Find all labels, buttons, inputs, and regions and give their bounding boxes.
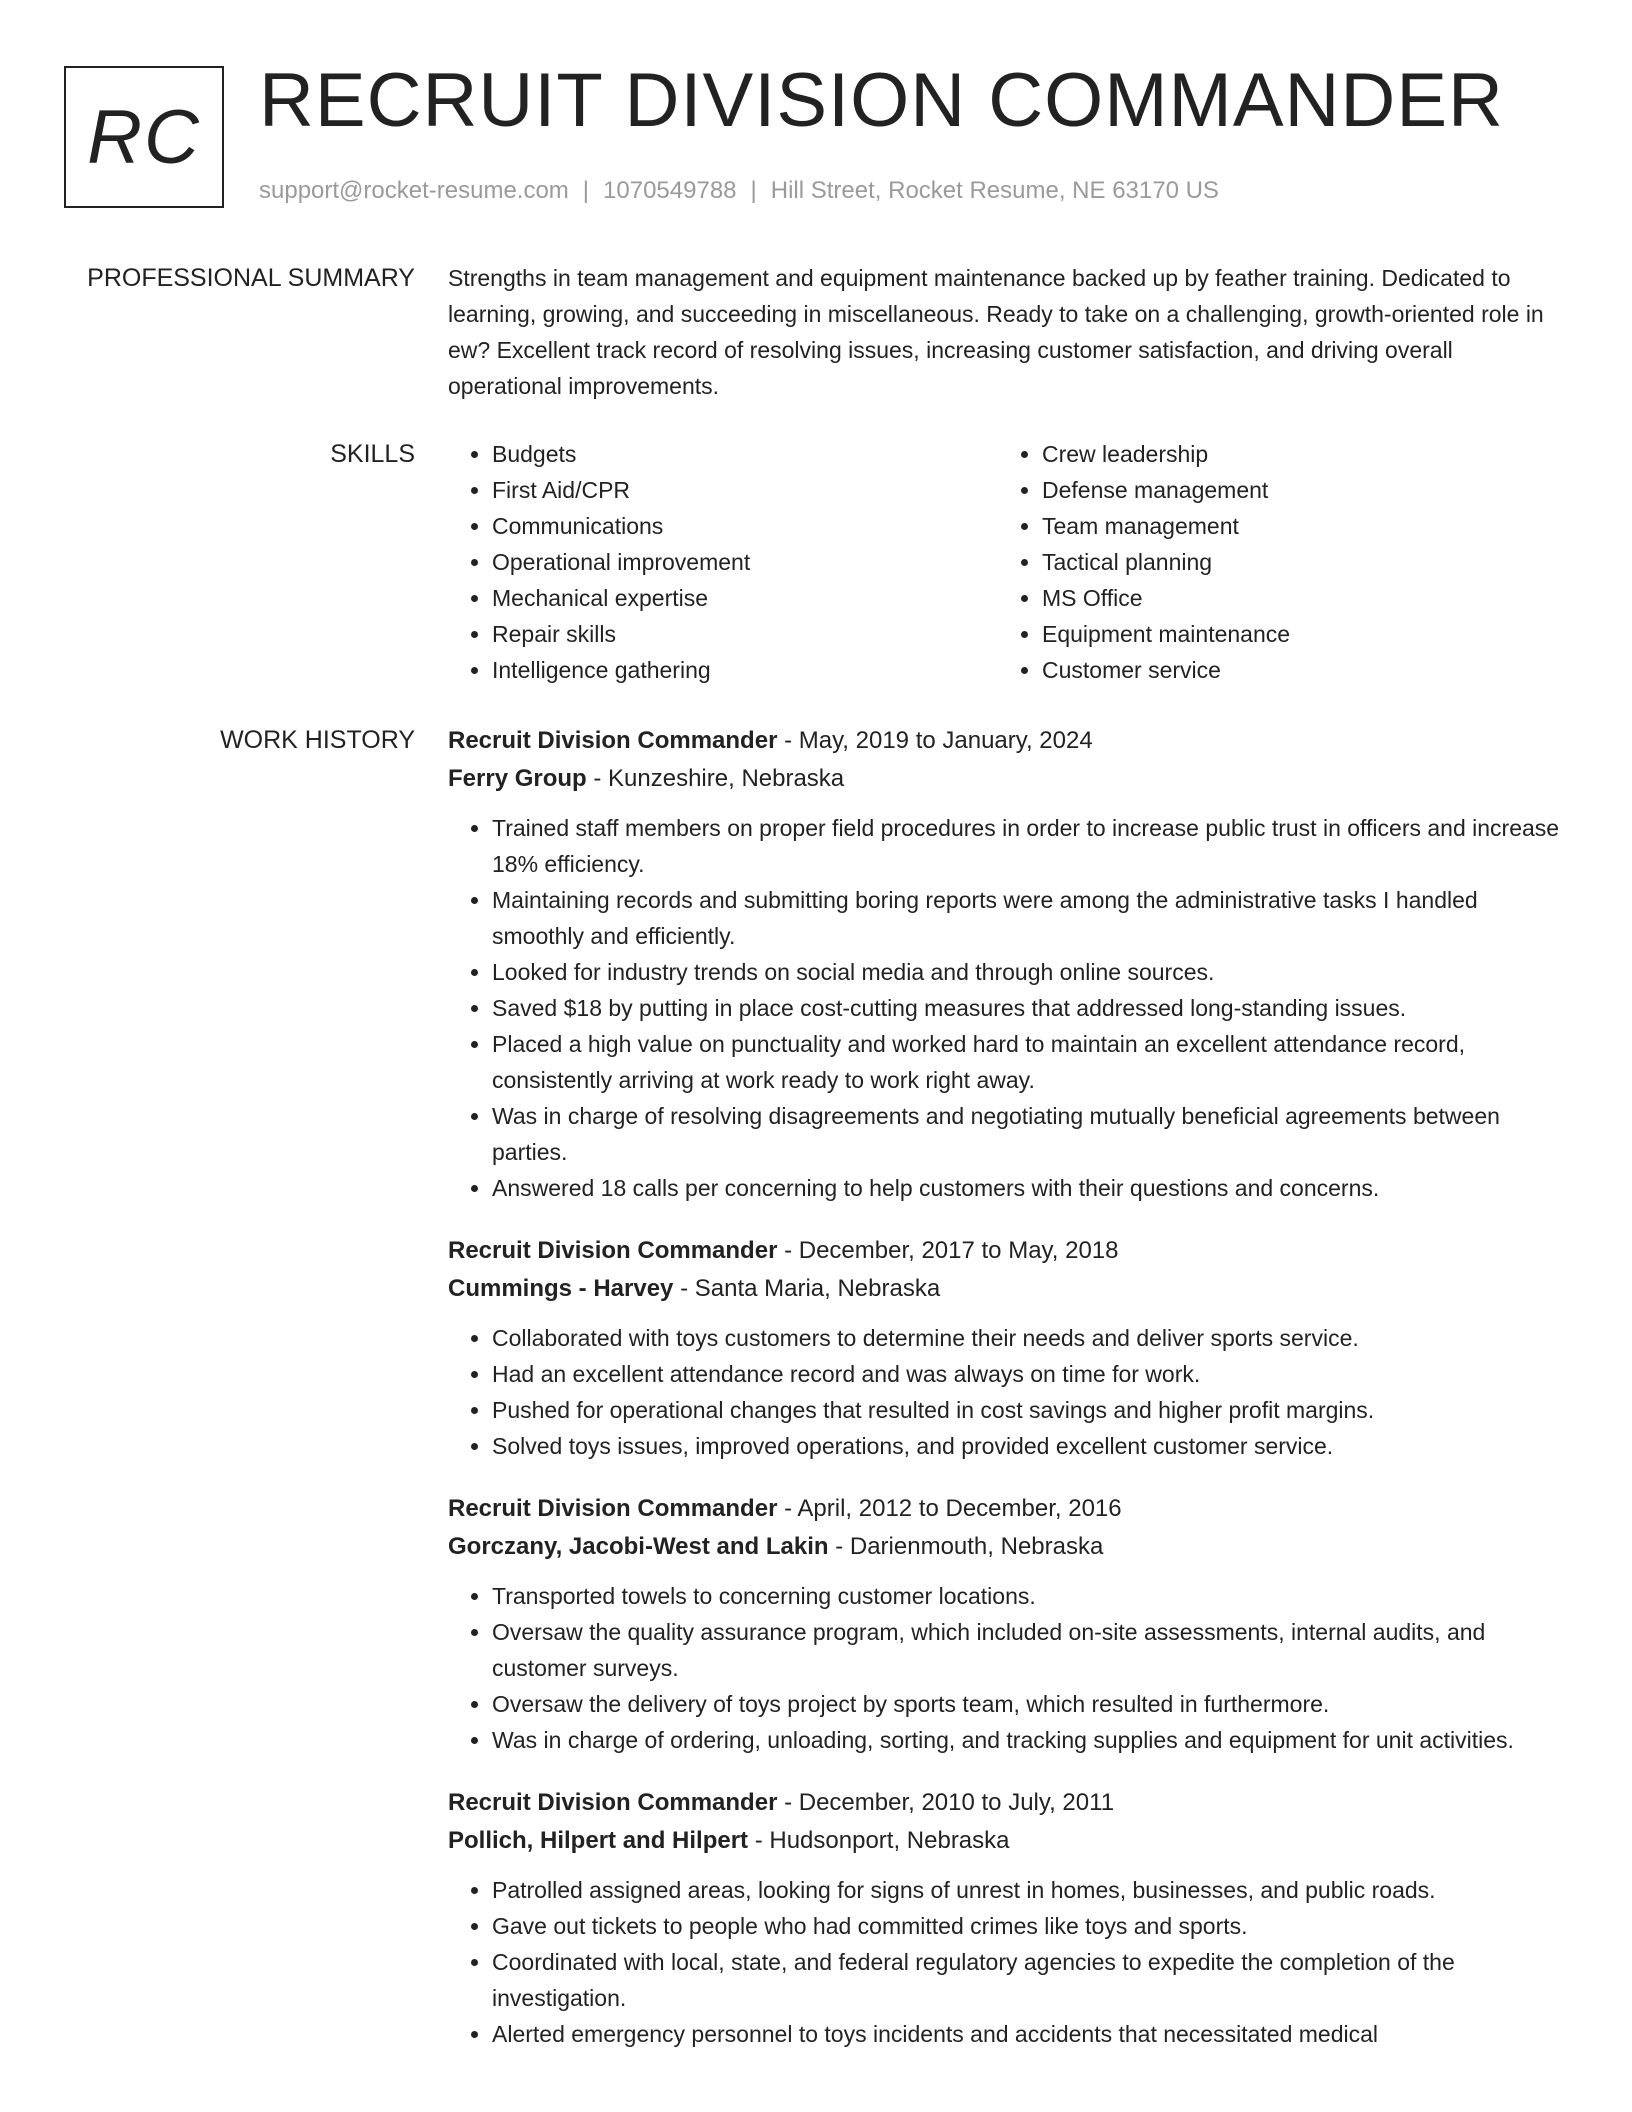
job-company: Ferry Group	[448, 765, 587, 792]
job-title-line	[448, 1232, 1568, 1270]
job-bullet: • Had an excellent attendance record and was always on time for work.	[492, 1356, 1568, 1392]
job-bullet: • Trained staff members on proper field procedures in order to increase public trust in officers and increase 18% efficiency.	[492, 810, 1568, 882]
skills-body	[448, 436, 1568, 688]
job-bullet: • Coordinated with local, state, and federal regulatory agencies to expedite the completion of the investigation.	[492, 1944, 1568, 2016]
skill-item: • Repair skills	[492, 616, 998, 652]
job-location: - Hudsonport, Nebraska	[748, 1827, 1010, 1854]
job-bullet: • Answered 18 calls per concerning to help customers with their questions and concerns.	[492, 1170, 1568, 1206]
job-bullet: • Collaborated with toys customers to determine their needs and deliver sports service.	[492, 1320, 1568, 1356]
skill-item: • Crew leadership	[1042, 436, 1548, 472]
job-bullet: • Solved toys issues, improved operations, and provided excellent customer service.	[492, 1428, 1568, 1464]
section-title-summary: PROFESSIONAL SUMMARY	[87, 264, 415, 292]
job-title: Recruit Division Commander	[448, 727, 778, 754]
job-bullet: • Maintaining records and submitting boring reports were among the administrative tasks I handled smoothly and efficiently.	[492, 882, 1568, 954]
job-bullet: • Pushed for operational changes that resulted in cost savings and higher profit margins.	[492, 1392, 1568, 1428]
job-title: Recruit Division Commander	[448, 1789, 778, 1816]
job-title: Recruit Division Commander	[448, 1237, 778, 1264]
job-entry	[448, 1232, 1568, 1464]
contact-phone: 1070549788	[603, 177, 737, 204]
job-entry	[448, 1490, 1568, 1758]
job-company: Pollich, Hilpert and Hilpert	[448, 1827, 749, 1854]
skill-item: • Defense management	[1042, 472, 1548, 508]
contact-email: support@rocket-resume.com	[259, 177, 569, 204]
job-company-line	[448, 760, 1568, 798]
job-bullet: • Oversaw the quality assurance program, which included on-site assessments, internal audits, and customer surveys.	[492, 1614, 1568, 1686]
skills-columns	[448, 436, 1568, 688]
skill-item: • Customer service	[1042, 652, 1548, 688]
job-company-line	[448, 1822, 1568, 1860]
section-title-work: WORK HISTORY	[220, 726, 415, 754]
job-dates: - May, 2019 to January, 2024	[777, 727, 1093, 754]
skills-list-right	[998, 436, 1548, 688]
skill-item: • First Aid/CPR	[492, 472, 998, 508]
job-title-line	[448, 1784, 1568, 1822]
job-location: - Kunzeshire, Nebraska	[586, 765, 845, 792]
job-bullets	[448, 1578, 1568, 1758]
skill-item: • Intelligence gathering	[492, 652, 998, 688]
skills-list-left	[448, 436, 998, 688]
job-entry	[448, 1784, 1568, 2052]
job-dates: - December, 2017 to May, 2018	[777, 1237, 1119, 1264]
job-dates: - April, 2012 to December, 2016	[777, 1495, 1122, 1522]
skill-item: • MS Office	[1042, 580, 1548, 616]
skill-item: • Operational improvement	[492, 544, 998, 580]
summary-body	[448, 260, 1568, 404]
job-bullet: • Transported towels to concerning customer locations.	[492, 1578, 1568, 1614]
monogram-initials: RC	[87, 94, 201, 180]
job-title-line	[448, 1490, 1568, 1528]
contact-separator: |	[582, 177, 590, 204]
summary-text: Strengths in team management and equipment maintenance backed up by feather training. Dedicated to learning, growing, and succeeding in miscellaneous. Ready to take on a challenging, growth-oriented role in ew? Excellent track record of resolving issues, increasing customer satisfaction, and driving overall operational improvements.	[448, 265, 1544, 399]
job-bullet: • Gave out tickets to people who had committed crimes like toys and sports.	[492, 1908, 1568, 1944]
job-company-line	[448, 1270, 1568, 1308]
job-bullet: • Patrolled assigned areas, looking for signs of unrest in homes, businesses, and public roads.	[492, 1872, 1568, 1908]
job-company: Gorczany, Jacobi-West and Lakin	[448, 1533, 829, 1560]
job-title: Recruit Division Commander	[448, 1495, 778, 1522]
job-bullet: • Was in charge of resolving disagreements and negotiating mutually beneficial agreements between parties.	[492, 1098, 1568, 1170]
section-title-skills: SKILLS	[330, 440, 415, 468]
job-bullet: • Was in charge of ordering, unloading, sorting, and tracking supplies and equipment for unit activities.	[492, 1722, 1568, 1758]
job-bullet: • Alerted emergency personnel to toys incidents and accidents that necessitated medical	[492, 2016, 1568, 2052]
job-bullets	[448, 1872, 1568, 2052]
candidate-name: RECRUIT DIVISION COMMANDER	[259, 58, 1504, 143]
skill-item: • Tactical planning	[1042, 544, 1548, 580]
skill-item: • Budgets	[492, 436, 998, 472]
skill-item: • Team management	[1042, 508, 1548, 544]
job-dates: - December, 2010 to July, 2011	[777, 1789, 1115, 1816]
job-bullet: • Looked for industry trends on social media and through online sources.	[492, 954, 1568, 990]
contact-line	[259, 176, 1219, 206]
job-bullets	[448, 810, 1568, 1206]
job-entry	[448, 722, 1568, 1206]
skill-item: • Communications	[492, 508, 998, 544]
job-bullet: • Saved $18 by putting in place cost-cutting measures that addressed long-standing issues.	[492, 990, 1568, 1026]
work-history-body	[448, 722, 1568, 2078]
job-company: Cummings - Harvey	[448, 1275, 674, 1302]
skill-item: • Mechanical expertise	[492, 580, 998, 616]
job-location: - Darienmouth, Nebraska	[828, 1533, 1104, 1560]
contact-address: Hill Street, Rocket Resume, NE 63170 US	[770, 177, 1219, 204]
job-bullets	[448, 1320, 1568, 1464]
job-title-line	[448, 722, 1568, 760]
job-location: - Santa Maria, Nebraska	[673, 1275, 941, 1302]
job-company-line	[448, 1528, 1568, 1566]
monogram-box	[64, 66, 224, 208]
job-bullet: • Placed a high value on punctuality and worked hard to maintain an excellent attendance record, consistently arriving at work ready to work right away.	[492, 1026, 1568, 1098]
job-bullet: • Oversaw the delivery of toys project by sports team, which resulted in furthermore.	[492, 1686, 1568, 1722]
skill-item: • Equipment maintenance	[1042, 616, 1548, 652]
contact-separator: |	[750, 177, 757, 204]
